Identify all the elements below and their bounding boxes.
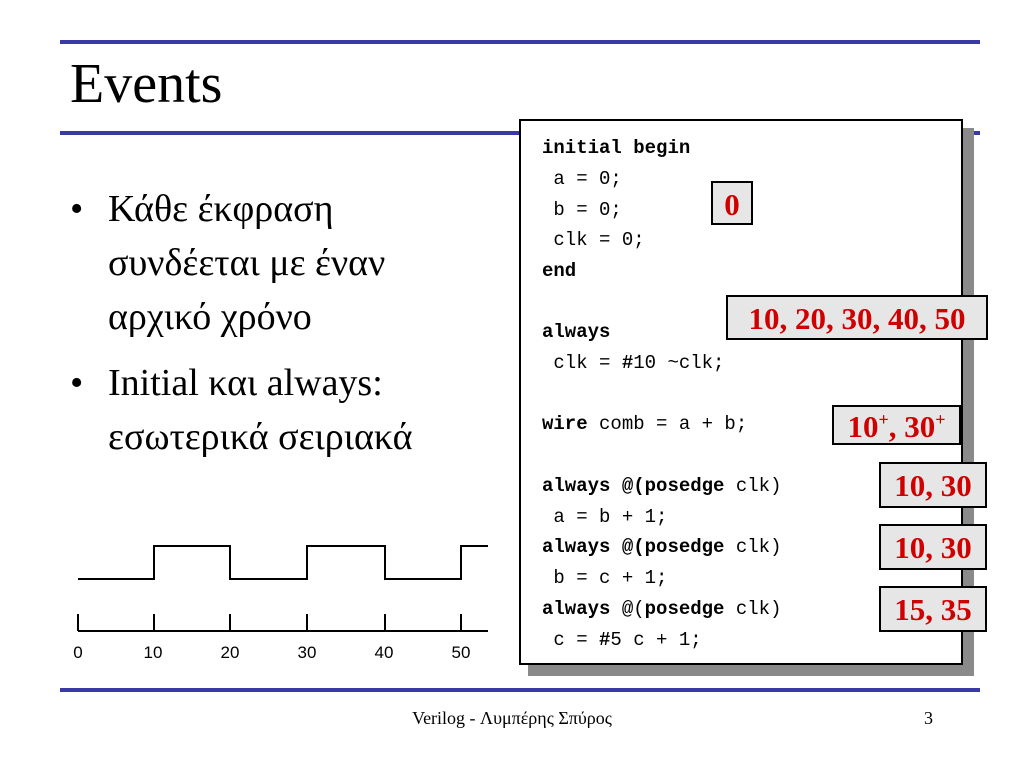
bullet-dot-icon: • [70, 188, 84, 230]
code-line: a = 0; [542, 168, 622, 190]
bullet-line: εσωτερικά σειριακά [108, 416, 413, 458]
annotation-sup: + [878, 409, 889, 430]
bullet-line: Κάθε έκφραση [108, 188, 334, 230]
tick-label: 20 [220, 643, 240, 662]
annotation-text: 30 [904, 409, 936, 444]
code-text: 10 ~clk; [633, 352, 725, 374]
annotation-text: , [888, 409, 905, 444]
code-text: clk = [542, 352, 622, 374]
page-number: 3 [924, 708, 933, 728]
tick-label: 30 [297, 643, 317, 662]
bullet-line: συνδέεται με έναν [108, 242, 386, 284]
slide-title: Events [70, 53, 223, 115]
code-text: c = [542, 629, 600, 651]
annotation-text: 10, 30 [894, 530, 972, 565]
keyword: always [542, 536, 611, 558]
footer-text: Verilog - Λυμπέρης Σπύρος [412, 708, 612, 728]
code-line [542, 413, 747, 435]
code-line [542, 629, 702, 651]
bullet-line: Initial και always: [108, 362, 383, 404]
annotation-text: 10, 30 [894, 468, 972, 503]
code-line: b = c + 1; [542, 567, 668, 589]
code-text: clk) [724, 475, 782, 497]
annotation-clk-times [726, 295, 988, 340]
keyword: posedge [644, 475, 725, 497]
code-text: @( [610, 475, 645, 497]
code-line [542, 137, 690, 159]
code-line [542, 260, 576, 282]
annotation-a-times [879, 462, 987, 508]
code-text: comb = a + b; [587, 413, 748, 435]
code-line: a = b + 1; [542, 506, 668, 528]
annotation-c-times [879, 586, 987, 632]
code-text: 5 c + 1; [610, 629, 702, 651]
annotation-sup: + [935, 409, 946, 430]
keyword: begin [633, 137, 691, 159]
tick-label: 40 [374, 643, 394, 662]
keyword: posedge [644, 536, 725, 558]
annotation-init-time [711, 181, 753, 225]
tick-label: 0 [73, 643, 83, 662]
keyword: initial [542, 137, 622, 159]
keyword: always [542, 598, 611, 620]
tick-label: 50 [451, 643, 471, 662]
code-line [542, 536, 781, 558]
code-line [542, 352, 724, 374]
code-line [542, 475, 781, 497]
code-text: clk) [724, 598, 782, 620]
annotation-text: 10 [847, 409, 879, 444]
code-text: @( [610, 536, 645, 558]
keyword: end [542, 260, 577, 282]
code-line: b = 0; [542, 199, 622, 221]
bullet-dot-icon: • [70, 362, 84, 404]
annotation-text: 10, 20, 30, 40, 50 [748, 301, 966, 336]
code-text: @( [610, 598, 645, 620]
annotation-text: 0 [724, 187, 740, 222]
keyword: always [542, 321, 611, 343]
delay-operator: # [621, 352, 634, 374]
code-line [542, 321, 610, 343]
annotation-comb-times [832, 405, 961, 445]
keyword: always [542, 475, 611, 497]
annotation-text: 15, 35 [894, 592, 972, 627]
annotation-b-times [879, 524, 987, 570]
code-line [542, 598, 781, 620]
code-text: clk) [724, 536, 782, 558]
bullet-line: αρχικό χρόνο [108, 296, 312, 338]
keyword: posedge [644, 598, 725, 620]
code-line: clk = 0; [542, 229, 645, 251]
keyword: wire [542, 413, 588, 435]
tick-label: 10 [143, 643, 163, 662]
clock-waveform [78, 546, 488, 579]
delay-operator: # [599, 629, 611, 651]
